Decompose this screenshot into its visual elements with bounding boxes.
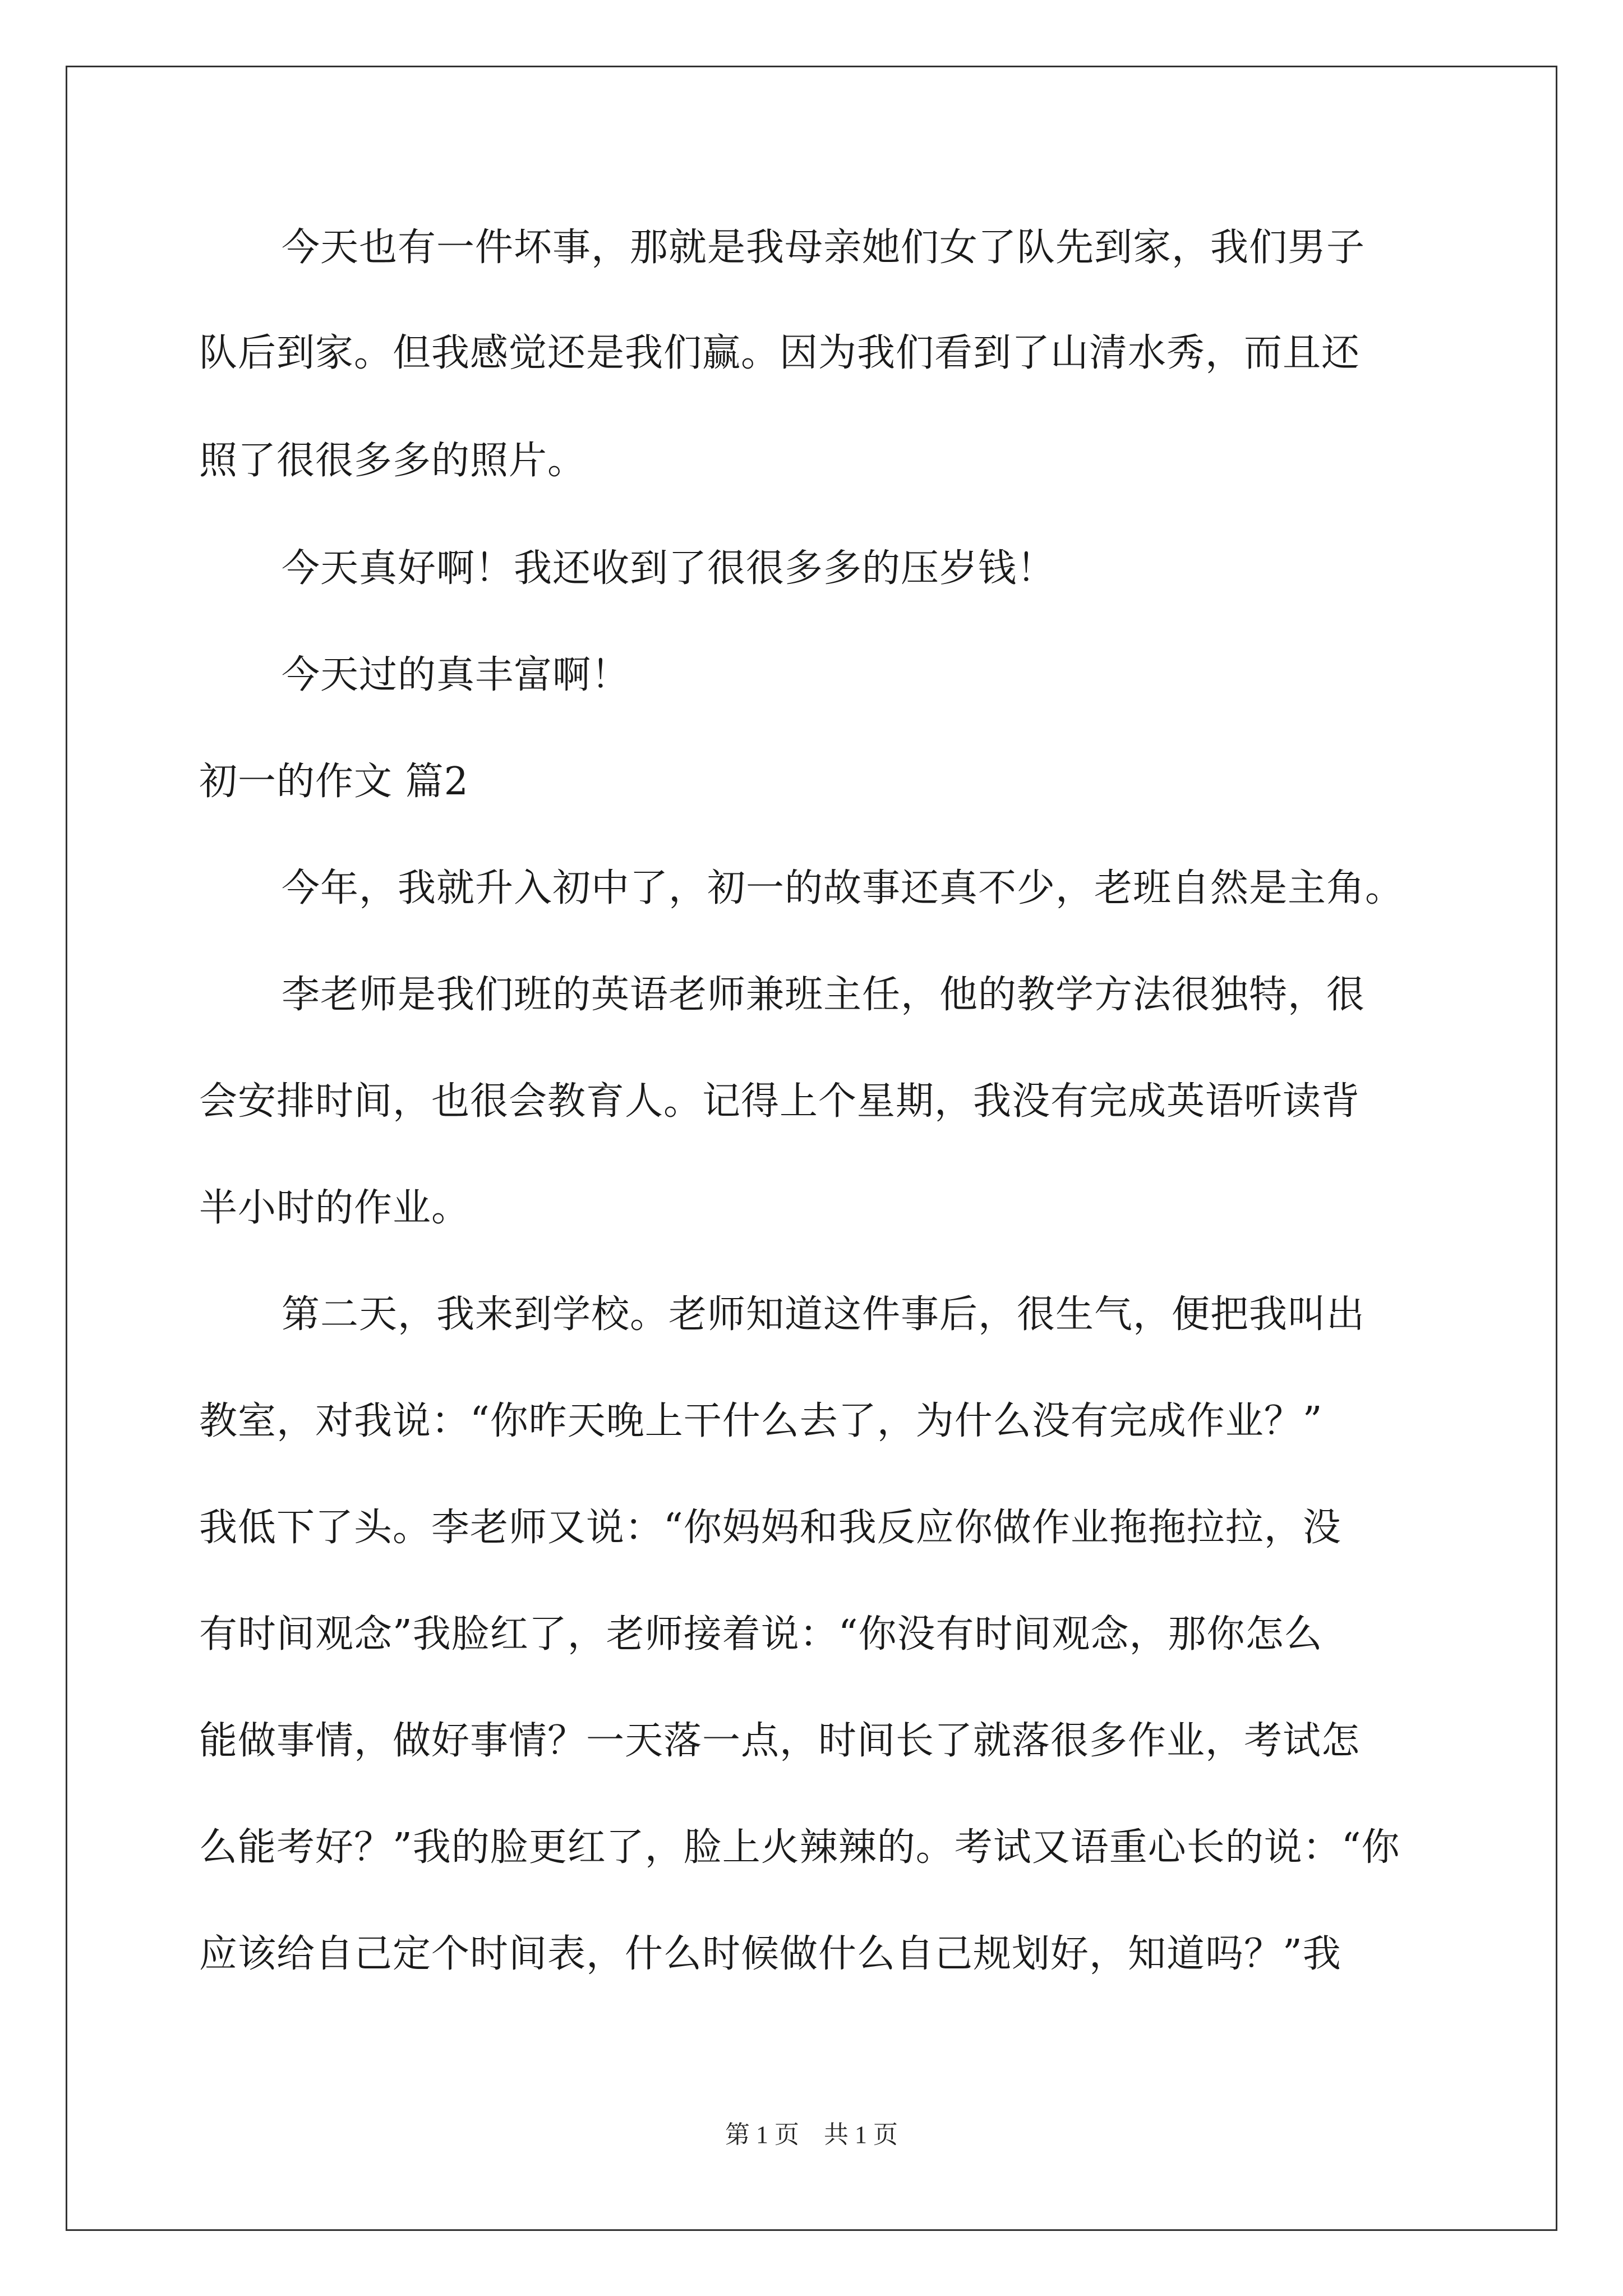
section-heading: 初一的作文 篇2 <box>199 760 469 804</box>
page-number-footer: 第 1 页 共 1 页 <box>725 2121 898 2148</box>
paragraph-line: 今年，我就升入初中了，初一的故事还真不少，老班自然是主角。 <box>282 866 1404 910</box>
paragraph-line: 么能考好？”我的脸更红了，脸上火辣辣的。考试又语重心长的说：“你 <box>199 1825 1400 1870</box>
paragraph-line: 第二天，我来到学校。老师知道这件事后，很生气，便把我叫出 <box>282 1292 1366 1337</box>
paragraph-line: 今天过的真丰富啊！ <box>282 653 630 697</box>
paragraph-line: 半小时的作业。 <box>199 1186 471 1230</box>
paragraph-line: 今天也有一件坏事，那就是我母亲她们女了队先到家，我们男子 <box>282 226 1366 270</box>
paragraph-line: 会安排时间，也很会教育人。记得上个星期，我没有完成英语听读背 <box>199 1079 1361 1124</box>
paragraph-line: 照了很很多多的照片。 <box>199 439 587 483</box>
paragraph-line: 李老师是我们班的英语老师兼班主任，他的教学方法很独特，很 <box>282 973 1366 1017</box>
paragraph-line: 教室，对我说：“你昨天晚上干什么去了，为什么没有完成作业？” <box>199 1399 1323 1443</box>
paragraph-line: 能做事情，做好事情？一天落一点，时间长了就落很多作业，考试怎 <box>199 1719 1361 1763</box>
paragraph-line: 有时间观念”我脸红了，老师接着说：“你没有时间观念，那你怎么 <box>199 1612 1323 1657</box>
paragraph-line: 队后到家。但我感觉还是我们赢。因为我们看到了山清水秀，而且还 <box>199 331 1361 375</box>
page-border <box>66 66 1557 2231</box>
paragraph-line: 我低下了头。李老师又说：“你妈妈和我反应你做作业拖拖拉拉，没 <box>199 1506 1341 1550</box>
paragraph-line: 应该给自己定个时间表，什么时候做什么自己规划好，知道吗？”我 <box>199 1932 1341 1976</box>
paragraph-line: 今天真好啊！我还收到了很很多多的压岁钱！ <box>282 546 1056 591</box>
